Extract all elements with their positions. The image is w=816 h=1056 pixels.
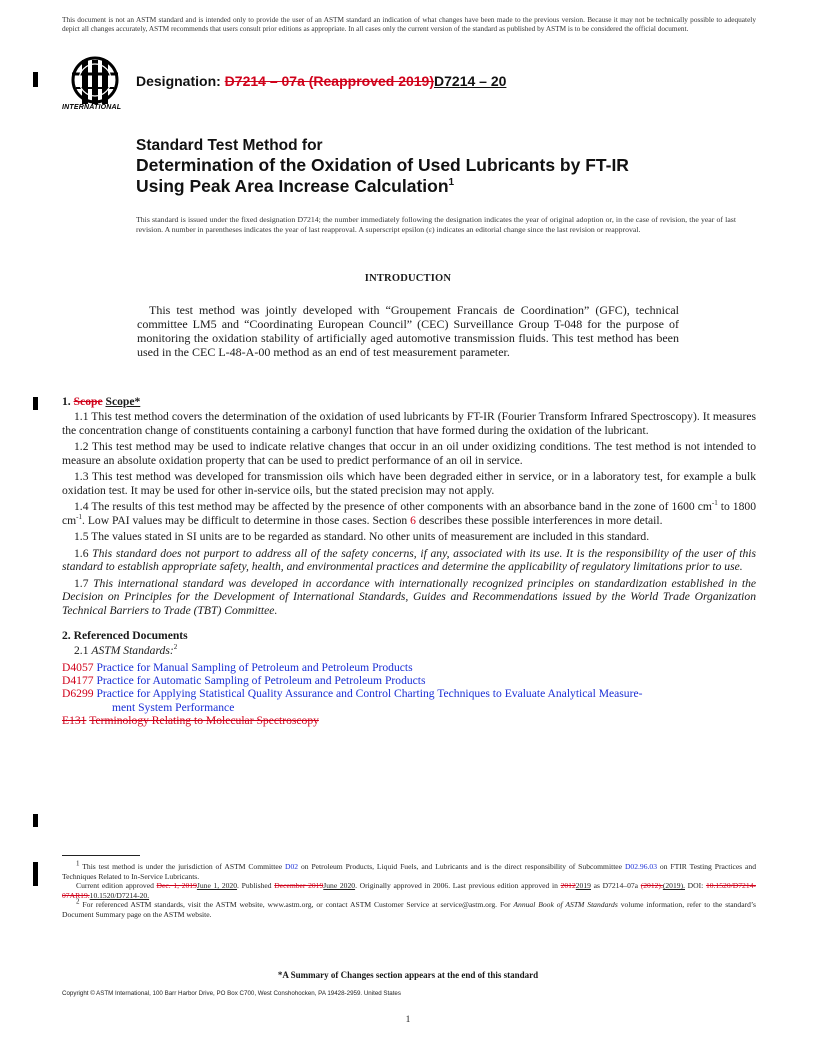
paragraph-1-4: 1.4 The results of this test method may be affected by the presence of other components with an absorbance band in the zone of 1600 $cm^{-1}$ to 1800 $cm^{-1}$. Low PAI values may be difficult to determine in those cases. Section 6 describes these possible interferences in more detail. bbox=[62, 499, 756, 527]
title-footnote-mark: 1 bbox=[448, 177, 455, 189]
change-bar-footnote bbox=[33, 862, 38, 886]
section-1-new-title: Scope* bbox=[105, 395, 141, 408]
paragraph-1-6: 1.6 This standard does not purport to address all of the safety concerns, if any, associated with its use. It is the responsibility of the user of this standard to establish appropriate safety, health, and environmental practices and determine the applicability of regulatory limitations prior to use. bbox=[62, 546, 757, 574]
reference-d4177[interactable]: D4177 Practice for Automatic Sampling of Petroleum and Petroleum Products bbox=[62, 674, 426, 688]
section-6-link[interactable]: 6 bbox=[410, 513, 416, 527]
paragraph-1-7: 1.7 This international standard was developed in accordance with internationally recognized principles on standardization established in the Decision on Principles for the Development of International Standards, Guides and Recommendations issued by the World Trade Organization Technical Barriers to Trade (TBT) Committee. bbox=[62, 576, 757, 617]
designation bbox=[136, 73, 506, 89]
introduction-text: This test method was jointly developed with “Groupement Francais de Coordination” (GFC), technical committee LM5 and “Coordinating European Council” (CEC) Surveillance Group T-048 for the purpose of monitoring the oxidation stability of artificially aged automotive transmission fluids. This test method has been used in the CEC L-48-A-00 method as an end of test measurement parameter. bbox=[137, 303, 679, 359]
title-line-3: Using Peak Area Increase Calculation bbox=[136, 176, 449, 196]
designation-old: D7214 – 07a (Reapproved 2019) bbox=[224, 73, 435, 89]
change-bar-scope bbox=[33, 397, 38, 410]
reference-d4057[interactable]: D4057 Practice for Manual Sampling of Petroleum and Petroleum Products bbox=[62, 660, 413, 674]
paragraph-1-2: 1.2 This test method may be used to indicate relative changes that occur in an oil under oxidizing conditions. The test method is not intended to measure an absolute oxidation property that can be used to predict performance of an oil in service. bbox=[62, 440, 756, 467]
main-body bbox=[62, 395, 756, 727]
section-2-heading: 2. Referenced Documents bbox=[62, 628, 188, 642]
footnote-rule bbox=[62, 855, 140, 856]
paragraph-1-1: 1.1 This test method covers the determination of the oxidation of used lubricants by FT-IR (Fourier Transform Infrared Spectroscopy). It measures the concentration change of constituents containing a carbonyl function that have formed during the oxidation of the lubricant. bbox=[62, 410, 756, 437]
paragraph-2-1: 2.1 ASTM Standards:$^2$ bbox=[74, 643, 178, 658]
introduction-body bbox=[137, 303, 679, 359]
footnote-1-edition: Current edition approved Dec. 1, 2019June 1, 2020. Published December 2019June 2020. Originally approved in 2006. Last previous edition approved in 20122019 as D7214–07a (2012).(2019). DOI: 10.1520/D7214-07AR19.10.1520/D7214-20. bbox=[62, 881, 756, 900]
designation-new: D7214 – 20 bbox=[434, 73, 507, 89]
paragraph-1-5: 1.5 The values stated in SI units are to be regarded as standard. No other units of measurement are included in this standard. bbox=[74, 530, 650, 544]
designation-label: Designation: bbox=[136, 73, 221, 89]
reference-d6299[interactable]: D6299 Practice for Applying Statistical Quality Assurance and Control Charting Techniques to Evaluate Analytical Measure- bbox=[62, 687, 643, 701]
page-number: 1 bbox=[405, 1015, 411, 1025]
document-title bbox=[136, 136, 736, 197]
paragraph-1-3: 1.3 This test method was developed for transmission oils which have been degraded either in service, or in a laboratory test, for example a bulk oxidation test. It may be used for other in-service oils, but the stated precision may not apply. bbox=[62, 470, 756, 497]
change-bar-designation bbox=[33, 72, 38, 87]
issued-statement: This standard is issued under the fixed designation D7214; the number immediately following the designation indicates the year of original adoption or, in the case of revision, the year of last revision. A number in parentheses indicates the year of last reapproval. A superscript epsilon (ε) indicates an editorial change since the last revision or reapproval. bbox=[136, 215, 736, 234]
logo-org-text: INTERNATIONAL bbox=[62, 104, 122, 111]
copyright-line: Copyright © ASTM International, 100 Barr Harbor Drive, PO Box C700, West Conshohocken, PA 19428-2959. United States bbox=[62, 990, 401, 997]
committee-d02-link[interactable]: D02 bbox=[285, 862, 299, 871]
section-1-heading: 1. Scope Scope* bbox=[62, 395, 141, 408]
change-bar-e131 bbox=[33, 814, 38, 827]
footnotes bbox=[62, 859, 756, 920]
footnote-2: 2 For referenced ASTM standards, visit the ASTM website, www.astm.org, or contact ASTM Customer Service at service@astm.org. For Annual Book of ASTM Standards volume information, refer to the standard’s Document Summary page on the ASTM website. bbox=[62, 897, 756, 919]
change-notice: This document is not an ASTM standard and is intended only to provide the user of an ASTM standard an indication of what changes have been made to the previous version. Because it may not be technically possible to adequately depict all changes accurately, ASTM recommends that users consult prior editions as appropriate. In all cases only the current version of the standard as published by ASTM is to be considered the official document. bbox=[62, 15, 756, 33]
footnote-1: 1 This test method is under the jurisdiction of ASTM Committee D02 on Petroleum Products, Liquid Fuels, and Lubricants and is the direct responsibility of Subcommittee D02.96.03 on FTIR Testing Practices and Techniques Related to In-Service Lubricants. bbox=[62, 859, 756, 881]
introduction-heading: INTRODUCTION bbox=[364, 273, 452, 284]
subcommittee-link[interactable]: D02.96.03 bbox=[624, 862, 657, 871]
section-1-old-title: Scope bbox=[73, 395, 103, 408]
title-line-1: Standard Test Method for bbox=[136, 137, 323, 154]
title-line-2: Determination of the Oxidation of Used Lubricants by FT-IR bbox=[136, 155, 629, 175]
reference-d6299-cont[interactable]: ment System Performance bbox=[112, 700, 235, 714]
summary-of-changes-note: *A Summary of Changes section appears at the end of this standard bbox=[277, 970, 539, 980]
reference-e131-deleted: E131 Terminology Relating to Molecular Spectroscopy bbox=[62, 713, 319, 727]
